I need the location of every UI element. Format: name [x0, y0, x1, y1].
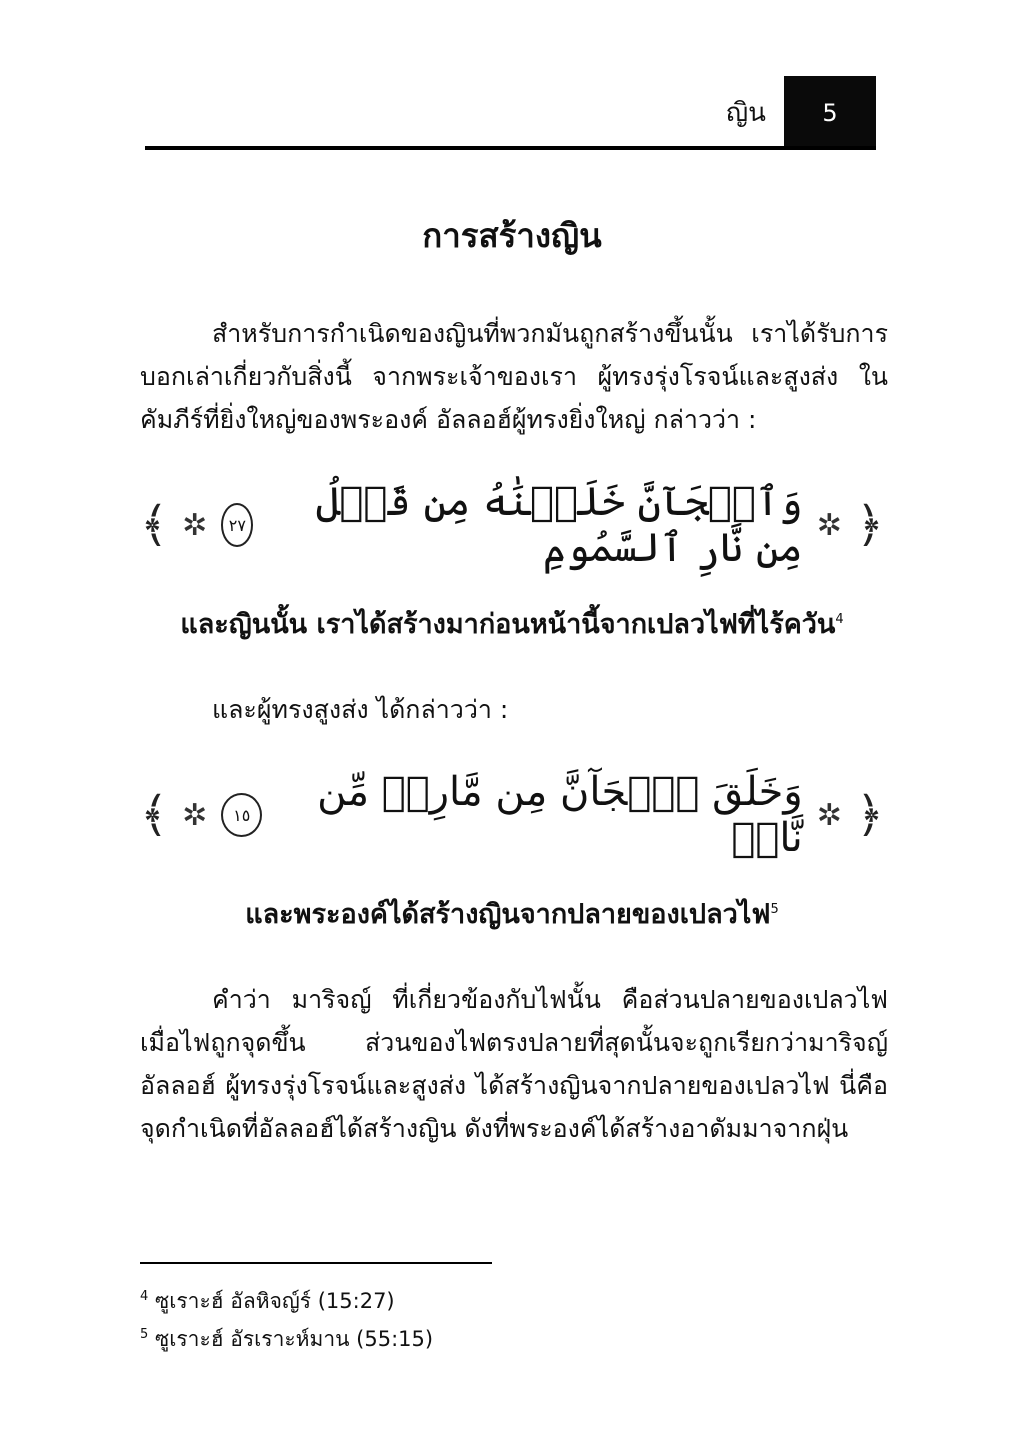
said-line: และผู้ทรงสูงส่ง ได้กล่าวว่า :	[212, 695, 509, 724]
translation-text: และญินนั้น เราได้สร้างมาก่อนหน้านี้จากเปลวไฟที่ไร้ควัน	[180, 609, 836, 640]
footnote-5	[140, 1320, 433, 1354]
quran-verse-1	[140, 480, 884, 570]
verse-close-bracket: ﴾	[140, 497, 169, 553]
verse-ornament-icon: ✲	[182, 507, 208, 543]
footnote-ref: 4	[835, 612, 844, 627]
header-rule	[145, 146, 876, 150]
verse-arabic-text: وَخَلَقَ ٱلۡجَآنَّ مِن مَّارِجٖ مِّن نَّارٖ	[317, 769, 803, 861]
footnote-4	[140, 1282, 395, 1316]
footnote-text: ซูเราะฮ์ อัรเราะห์มาน (55:15)	[154, 1327, 434, 1351]
footnote-rule	[140, 1262, 492, 1264]
page-number-box	[784, 76, 876, 149]
body-paragraph	[140, 978, 888, 1150]
footnote-number: 4	[140, 1289, 149, 1304]
verse-open-bracket: ﴿	[855, 497, 884, 553]
ayah-number-marker: ١٥	[221, 793, 262, 837]
body-text: คำว่า มาริจญ์ ที่เกี่ยวข้องกับไฟนั้น คือส่วนปลายของเปลวไฟ เมื่อไฟถูกจุดขึ้น ส่วนของไฟตรงปลายที่สุดนั้นจะถูกเรียกว่ามาริจญ์ อัลลอฮ์ ผู้ทรงรุ่งโรจน์และสูงส่ง ได้สร้างญินจากปลายของเปลวไฟ นี่คือจุดกำเนิดที่อัลลอฮ์ได้สร้างญิน ดังที่พระองค์ได้สร้างอาดัมมาจากฝุ่น	[140, 985, 888, 1143]
verse-translation-1	[140, 600, 884, 645]
running-header-chapter: ญิน	[726, 98, 766, 128]
page-number: 5	[822, 98, 838, 127]
verse-ornament-icon: ✲	[816, 797, 842, 833]
intro-text: สำหรับการกำเนิดของญินที่พวกมันถูกสร้างขึ้นนั้น เราได้รับการบอกเล่าเกี่ยวกับสิ่งนี้ จากพระเจ้าของเรา ผู้ทรงรุ่งโรจน์และสูงส่ง ในคัมภีร์ที่ยิ่งใหญ่ของพระองค์ อัลลอฮ์ผู้ทรงยิ่งใหญ่ กล่าวว่า :	[140, 319, 888, 434]
footnote-number: 5	[140, 1327, 149, 1342]
intro-paragraph	[140, 312, 888, 441]
verse-arabic-text: وَٱلۡجَآنَّ خَلَقۡنَٰهُ مِن قَبۡلُ مِن نَّارِ ٱلسَّمُومِ	[315, 479, 803, 571]
verse-open-bracket: ﴿	[855, 787, 884, 843]
verse-ornament-icon: ✲	[816, 507, 842, 543]
verse-translation-2	[140, 890, 884, 935]
footnote-ref: 5	[770, 902, 779, 917]
translation-text: และพระองค์ได้สร้างญินจากปลายของเปลวไฟ	[245, 899, 771, 930]
quran-verse-2	[140, 770, 884, 860]
verse-ornament-icon: ✲	[182, 797, 208, 833]
footnote-text: ซูเราะฮ์ อัลหิจญ์ร์ (15:27)	[154, 1289, 395, 1313]
page-title: การสร้างญิน	[422, 216, 602, 255]
ayah-number-marker: ٢٧	[221, 503, 253, 547]
verse-close-bracket: ﴾	[140, 787, 169, 843]
